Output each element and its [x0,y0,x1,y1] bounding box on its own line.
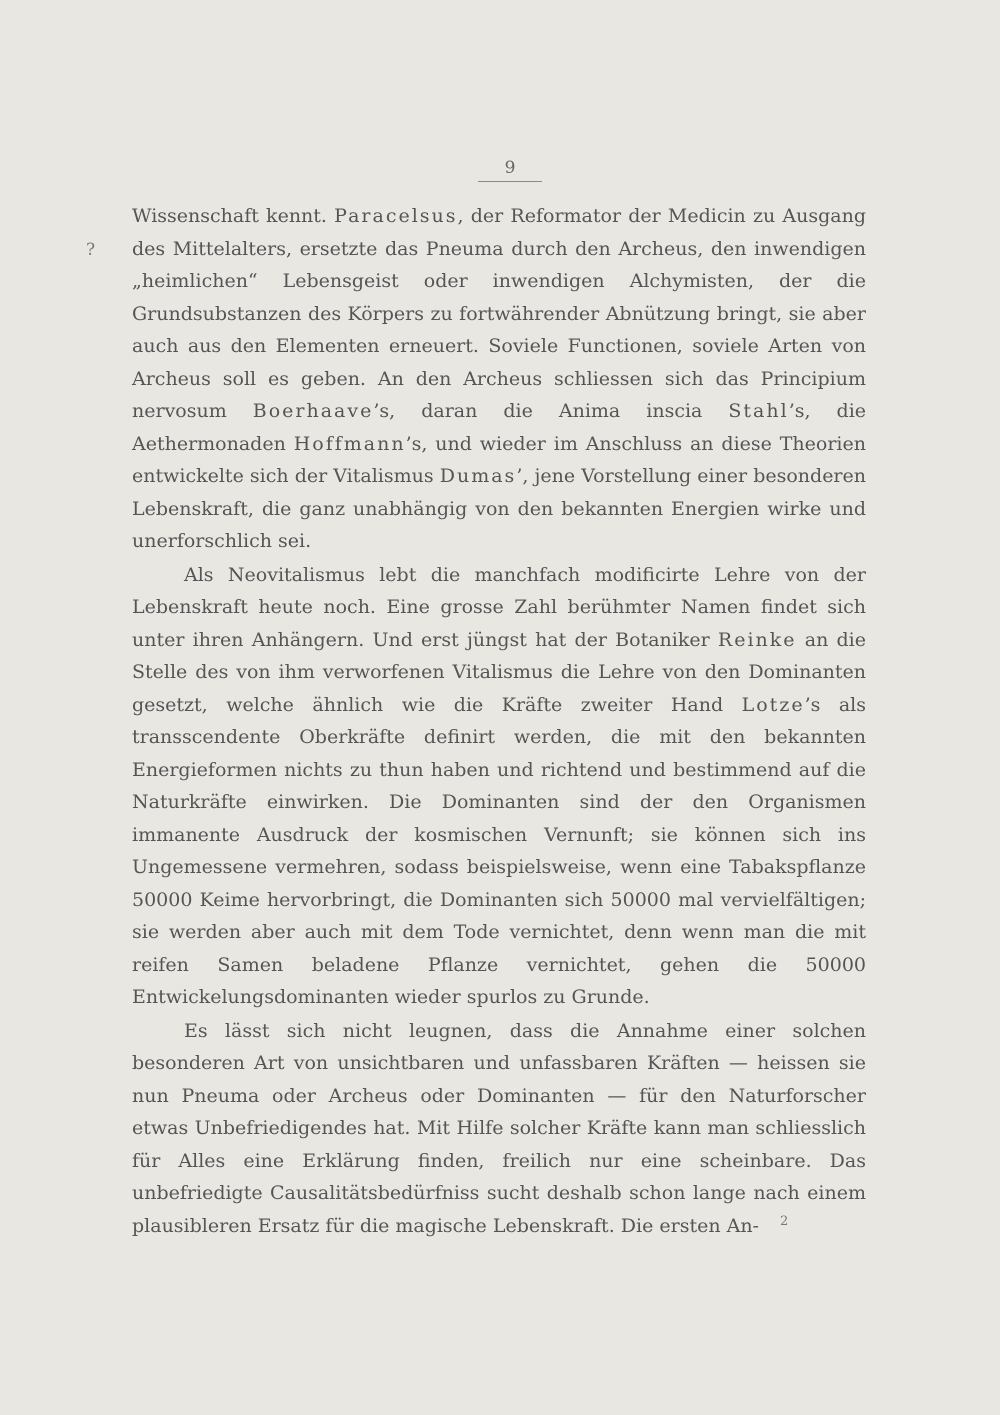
text-run: ’s, daran die Anima inscia [373,400,729,422]
text-run: Als Neovitalismus lebt die manchfach modificirte Lehre von der Lebenskraft heute noch. Eine grosse Zahl berühmter Namen findet sich unter ihren Anhängern. Und erst jüngst hat der Botaniker [132,563,866,651]
text-run: ’s als transscendente Oberkräfte definirt werden, die mit den bekannten Energieformen nichts zu thun haben und richtend und bestimmend auf die Naturkräfte einwirken. Die Dominanten sind der den Organismen immanente Ausdruck der kosmischen Vernunft; sie können sich ins Ungemessene vermehren, sodass beispielsweise, wenn eine Tabakspflanze 50000 Keime hervorbringt, die Dominanten sich 50000 mal vervielfältigen; sie werden aber auch mit dem Tode vernichtet, denn wenn man die mit reifen Samen beladene Pflanze vernichtet, gehen die 50000 Entwickelungsdominanten wieder spurlos zu Grunde. [132,693,867,1008]
body-text [132,200,866,1242]
text-run: Wissenschaft kennt. [132,205,335,227]
text-run: an die Stelle des von ihm verworfenen Vitalismus die Lehre von den Dominanten gesetzt, welche ähnlich wie die Kräfte zweiter Hand [132,628,867,716]
paragraph-3 [132,1015,866,1243]
text-run: ’s, die Aethermonaden [132,400,867,455]
page-number-rule [478,181,542,182]
page-number: 9 [504,158,516,178]
emphasized-name: Paracelsus [334,205,458,227]
margin-mark: ? [86,240,96,260]
text-run: ’s, und wieder im Anschluss an diese Theorien entwickelte sich der Vitalismus [132,432,866,487]
paragraph-1 [132,200,866,558]
text-run: Es lässt sich nicht leugnen, dass die Annahme einer solchen besonderen Art von unsichtbaren und unfassbaren Kräften — heissen sie nun Pneuma oder Archeus oder Dominanten — für den Naturforscher etwas Unbefriedigendes hat. Mit Hilfe solcher Kräfte kann man schliesslich für Alles eine Erklärung finden, freilich nur eine scheinbare. Das unbefriedigte Causalitätsbedürfniss sucht deshalb schon lange nach einem plausibleren Ersatz für die magische Lebenskraft. Die ersten An- [132,1019,866,1237]
emphasized-name: Hoffmann [293,432,406,455]
text-run: ’, jene Vorstellung einer besonderen Lebenskraft, die ganz unabhängig von den bekannten Energien wirke und unerforschlich sei. [132,465,866,552]
emphasized-name: Stahl [728,400,789,422]
signature-mark: 2 [780,1214,789,1229]
emphasized-name: Dumas [439,465,517,487]
emphasized-name: Lotze [741,693,805,716]
emphasized-name: Reinke [717,628,797,651]
paragraph-2 [132,559,866,1014]
emphasized-name: Boerhaave [252,400,374,422]
text-run: , der Reformator der Medicin zu Ausgang des Mittelalters, ersetzte das Pneuma durch den Archeus, den inwendigen „heimlichen“ Lebensgeist oder inwendigen Alchymisten, der die Grundsubstanzen des Körpers zu fortwährender Abnützung bringt, sie aber auch aus den Elementen erneuert. Soviele Functionen, soviele Arten von Archeus soll es geben. An den Archeus schliessen sich das Principium nervosum [132,205,866,422]
